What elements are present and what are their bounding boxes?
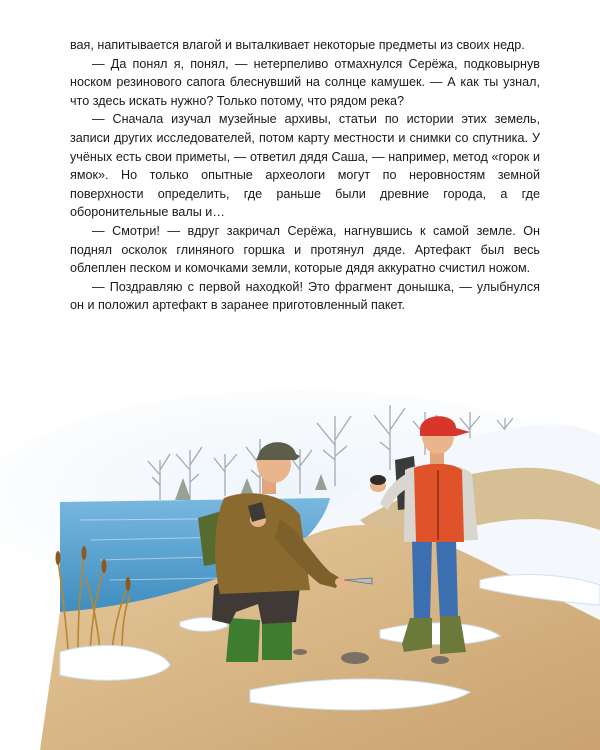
paragraph-4: — Смотри! — вдруг закричал Серёжа, нагнувшись к самой земле. Он поднял осколок глиняного горшка и протянул дяде. Артефакт был весь облеплен песком и комочками земли, которые дядя аккуратно счистил ножом.: [70, 223, 540, 276]
paragraph-3: — Сначала изучал музейные архивы, статьи по истории этих земель, записи других исследователей, потом карту местности и снимки со спутника. У учёных есть свои приметы, — ответил дядя Саша, — например, метод «горок и ямок». Но только опытные археологи могут по неровностям земной поверхности определить, где раньше были древние города, а где оборонительные валы и…: [70, 112, 540, 220]
paragraph-5: — Поздравляю с первой находкой! Это фрагмент донышка, — улыбнулся он и положил артефакт в заранее приготовленный пакет.: [70, 279, 540, 313]
paragraph-2: — Да понял я, понял, — нетерпеливо отмахнулся Серёжа, подковырнув носком резинового сапога блеснувший на солнце камушек. — А как ты узнал, что здесь искать нужно? Только потому, что рядом река?: [70, 56, 540, 108]
paragraph-1: вая, напитывается влагой и выталкивает некоторые предметы из своих недр.: [70, 38, 525, 52]
story-text: [70, 36, 540, 315]
riverbank-illustration: [0, 390, 600, 750]
